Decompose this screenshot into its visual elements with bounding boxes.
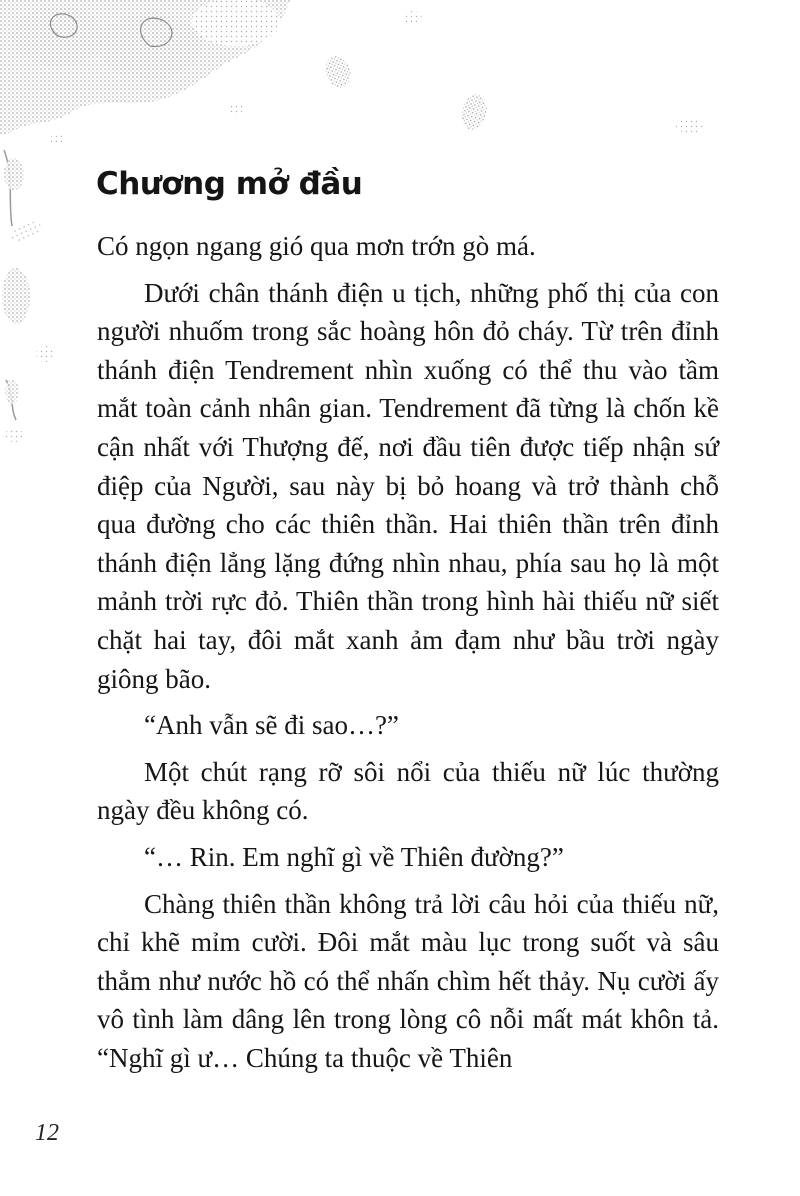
paragraph-temple-description: Dưới chân thánh điện u tịch, những phố thị của con người nhuốm trong sắc hoàng hôn đỏ cháy. Từ trên đỉnh thánh điện Tendrement nhìn xuống có thể thu vào tầm mắt toàn cảnh nhân gian. Tendrement đã từng là chốn kề cận nhất với Thượng đế, nơi đầu tiên được tiếp nhận sứ điệp của Người, sau này bị bỏ hoang và trở thành chỗ qua đường cho các thiên thần. Hai thiên thần trên đỉnh thánh điện lẳng lặng đứng nhìn nhau, phía sau họ là một mảnh trời rực đỏ. Thiên thần trong hình hài thiếu nữ siết chặt hai tay, đôi mắt xanh ảm đạm như bầu trời ngày giông bão. [97, 277, 719, 694]
page-number: 12 [35, 1120, 59, 1146]
paragraph-opening: Có ngọn ngang gió qua mơn trớn gò má. [97, 231, 536, 261]
paragraph-girl-mood: Một chút rạng rỡ sôi nổi của thiếu nữ lúc thường ngày đều không có. [97, 756, 719, 826]
paragraph-angel-smile: Chàng thiên thần không trả lời câu hỏi của thiếu nữ, chỉ khẽ mỉm cười. Đôi mắt màu lục trong suốt và sâu thẳm như nước hồ có thể nhấn chìm hết thảy. Nụ cười ấy vô tình làm dâng lên trong lòng cô nỗi mất mát khôn tả. “Nghĩ gì ư… Chúng ta thuộc về Thiên [97, 888, 719, 1073]
chapter-body [97, 227, 719, 1085]
paragraph-dialogue-heaven: “… Rin. Em nghĩ gì về Thiên đường?” [144, 841, 564, 872]
paragraph-dialogue-question: “Anh vẫn sẽ đi sao…?” [144, 710, 399, 741]
chapter-title: Chương mở đầu [96, 166, 363, 202]
rose-cluster [0, 0, 290, 136]
left-margin-vine [2, 150, 56, 442]
